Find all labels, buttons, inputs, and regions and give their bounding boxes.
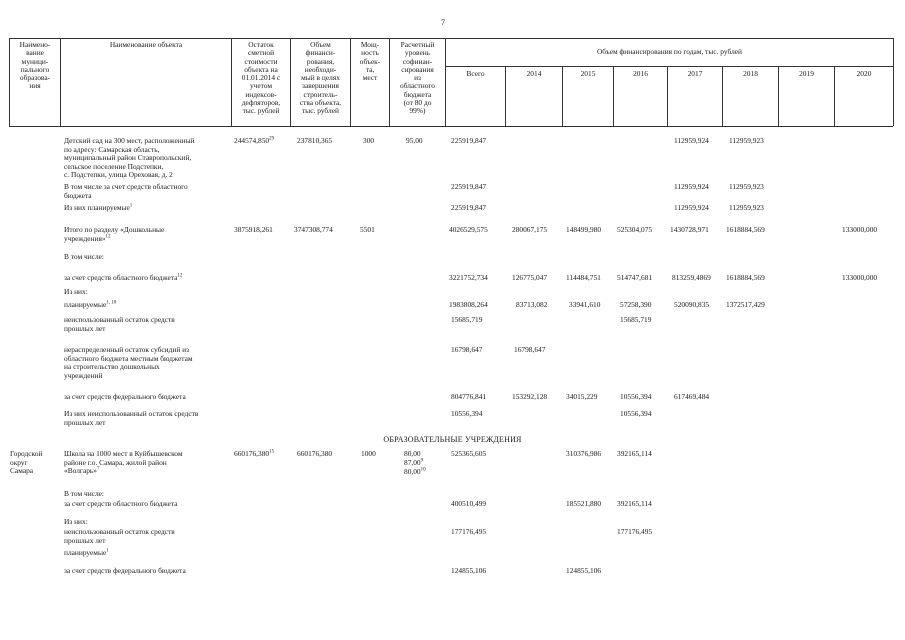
row-school-unused-total: 177176,495 — [451, 527, 487, 536]
row-federal-total-2017: 617469,484 — [674, 392, 710, 401]
header-financing-by-years: Объем финансирования по годам, тыс. рублей — [596, 47, 743, 56]
row-section-total-2017: 1430728,971 — [670, 225, 709, 234]
header-financing-volume: Объем финанси- рования, необходи- мый в целях завершения строитель- ства объекта, тыс. рублей — [299, 40, 342, 116]
row-of-them-label: Из них: — [64, 287, 88, 296]
row-regional-total-2018: 1618884,569 — [726, 273, 765, 282]
row-school-municipality: Городской округ Самара — [10, 449, 43, 476]
row-regional-total-total: 3221752,734 — [449, 273, 488, 282]
row-school-volume: 660176,380 — [297, 449, 333, 458]
row-planned-name: Из них планируемые$^1$ — [64, 203, 133, 212]
row-unused-balance-total: 15685,719 — [451, 315, 483, 324]
row-regional-budget-total: 225919,847 — [451, 182, 487, 191]
header-bottom-border — [9, 126, 893, 127]
row-school-federal-2015: 124855,106 — [566, 566, 602, 575]
row-school-federal-total: 124855,106 — [451, 566, 487, 575]
header-object: Наименование объекта — [109, 40, 183, 49]
row-section-total-2014: 280067,175 — [512, 225, 548, 234]
row-school-regional-total: 400510,499 — [451, 499, 487, 508]
row-school-regional-name: за счет средств областного бюджета — [64, 499, 178, 508]
row-planned-total-total: 1983808,264 — [449, 300, 488, 309]
row-regional-total-2017: 813259,4869 — [672, 273, 711, 282]
row-section-total-2018: 1618884,569 — [726, 225, 765, 234]
header-year-2018: 2018 — [743, 69, 758, 78]
header-year-total: Всего — [466, 69, 485, 78]
row-kindergarten-volume: 237810,365 — [297, 136, 333, 145]
header-year-2014: 2014 — [526, 69, 542, 78]
row-regional-budget-2017: 112959,924 — [674, 182, 709, 191]
row-kindergarten-2018: 112959,923 — [729, 136, 764, 145]
row-school-of-them-label: Из них: — [64, 517, 88, 526]
row-planned-2017: 112959,924 — [674, 203, 709, 212]
row-section-total-total: 4026529,575 — [449, 225, 488, 234]
row-school-capacity: 1000 — [361, 449, 376, 458]
row-kindergarten-2017: 112959,924 — [674, 136, 709, 145]
header-year-2015: 2015 — [580, 69, 596, 78]
row-kindergarten-name: Детский сад на 300 мест, расположенный по адресу: Самарская область, муниципальный район Ставропольский, сельское поселение Подстепки, с. Подстепки, улица Ореховая, д. 2 — [64, 136, 195, 180]
row-unused-balance-2016: 15685,719 — [620, 315, 652, 324]
row-planned-total-2018: 1372517,429 — [726, 300, 765, 309]
row-planned-total-2015: 33941,610 — [569, 300, 601, 309]
header-year-2017: 2017 — [687, 69, 703, 78]
row-school-cofinancing-1: 80,00 — [404, 449, 421, 458]
row-planned-total-2017: 520090,835 — [674, 300, 710, 309]
row-federal-total-total: 804776,841 — [451, 392, 487, 401]
row-planned-total-2016: 57258,390 — [620, 300, 652, 309]
row-school-cofinancing-2: 87,00$^9$ — [404, 458, 424, 467]
row-regional-total-2014: 126775,047 — [512, 273, 548, 282]
row-planned-total-2014: 83713,082 — [516, 300, 548, 309]
row-school-regional-2015: 185521,880 — [566, 499, 602, 508]
page-number: 7 — [441, 18, 445, 27]
col-border — [893, 38, 894, 126]
row-school-including-label: В том числе: — [64, 489, 104, 498]
row-section-total-remaining: 3875918,261 — [234, 225, 273, 234]
row-including-label: В том числе: — [64, 252, 104, 261]
row-federal-unused-2016: 10556,394 — [620, 409, 652, 418]
row-section-total-capacity: 5501 — [360, 225, 375, 234]
header-capacity: Мощ- ность объек- та, мест — [359, 40, 381, 83]
row-kindergarten-remaining: 244574,850$^{29}$ — [234, 136, 275, 145]
row-planned-total: 225919,847 — [451, 203, 487, 212]
row-unused-balance-name: неиспользованный остаток средств прошлых лет — [64, 315, 175, 333]
row-federal-unused-name: Из них неиспользованный остаток средств прошлых лет — [64, 409, 199, 427]
row-school-planned-name: планируемые$^1$ — [64, 548, 109, 557]
row-kindergarten-total: 225919,847 — [451, 136, 487, 145]
row-school-regional-2016: 392165,114 — [617, 499, 652, 508]
row-school-2016: 392165,114 — [617, 449, 652, 458]
row-section-total-name: Итого по разделу «Дошкольные учреждения»$^{12}$ — [64, 225, 165, 243]
section-title-educational-institutions: ОБРАЗОВАТЕЛЬНЫЕ УЧРЕЖДЕНИЯ — [383, 435, 522, 444]
row-regional-total-2015: 114484,751 — [566, 273, 601, 282]
row-regional-budget-name: В том числе за счет средств областного бюджета — [64, 182, 188, 200]
row-undistributed-subsidies-name: нераспределенный остаток субсидий из областного бюджета местным бюджетам на строительство дошкольных учреждений — [64, 345, 193, 380]
row-school-cofinancing-3: 80,00$^{10}$ — [404, 467, 426, 476]
row-regional-total-name: за счет средств областного бюджета$^{12}$ — [64, 273, 183, 282]
row-regional-budget-2018: 112959,923 — [729, 182, 764, 191]
row-planned-2018: 112959,923 — [729, 203, 764, 212]
row-school-federal-name: за счет средств федерального бюджета — [64, 566, 186, 575]
row-planned-total-name: планируемые$^{1, 10}$ — [64, 300, 117, 309]
header-municipality: Наимено- вание муници- пального образова- ния — [19, 40, 51, 91]
row-school-unused-2016: 177176,495 — [617, 527, 653, 536]
row-school-2015: 310376,986 — [566, 449, 602, 458]
row-federal-total-2014: 153292,128 — [512, 392, 548, 401]
years-header-divider — [445, 66, 893, 67]
row-school-unused-name: неиспользованный остаток средств прошлых лет — [64, 527, 175, 545]
row-kindergarten-cofinancing: 95,00 — [406, 136, 423, 145]
row-school-total: 525365,605 — [451, 449, 487, 458]
row-kindergarten-capacity: 300 — [363, 136, 375, 145]
row-undistributed-subsidies-total: 16798,647 — [451, 345, 483, 354]
row-school-remaining: 660176,380$^{15}$ — [234, 449, 275, 458]
row-section-total-2016: 525304,075 — [617, 225, 653, 234]
row-school-name: Школа на 1000 мест в Куйбышевском районе г.о. Самара, жилой район «Волгарь»$^7$ — [64, 449, 183, 476]
header-year-2020: 2020 — [856, 69, 872, 78]
row-section-total-volume: 3747308,774 — [294, 225, 333, 234]
header-cofinancing: Расчетный уровень софинан- сирования из областного бюджета (от 80 до 99%) — [400, 40, 435, 116]
row-section-total-2015: 148499,980 — [566, 225, 602, 234]
row-federal-total-name: за счет средств федерального бюджета — [64, 392, 186, 401]
header-remaining-cost: Остаток сметной стоимости объекта на 01.01.2014 с учетом индексов- дефляторов, тыс. рублей — [241, 40, 281, 116]
row-federal-total-2015: 34015,229 — [566, 392, 598, 401]
header-year-2016: 2016 — [633, 69, 648, 78]
row-regional-total-2016: 514747,681 — [617, 273, 653, 282]
row-federal-total-2016: 10556,394 — [620, 392, 652, 401]
row-undistributed-subsidies-2014: 16798,647 — [514, 345, 546, 354]
row-federal-unused-total: 10556,394 — [451, 409, 483, 418]
col-border — [60, 38, 61, 126]
table-top-border — [9, 38, 893, 39]
row-section-total-2020: 133000,000 — [842, 225, 878, 234]
row-regional-total-2020: 133000,000 — [842, 273, 878, 282]
header-year-2019: 2019 — [799, 69, 814, 78]
